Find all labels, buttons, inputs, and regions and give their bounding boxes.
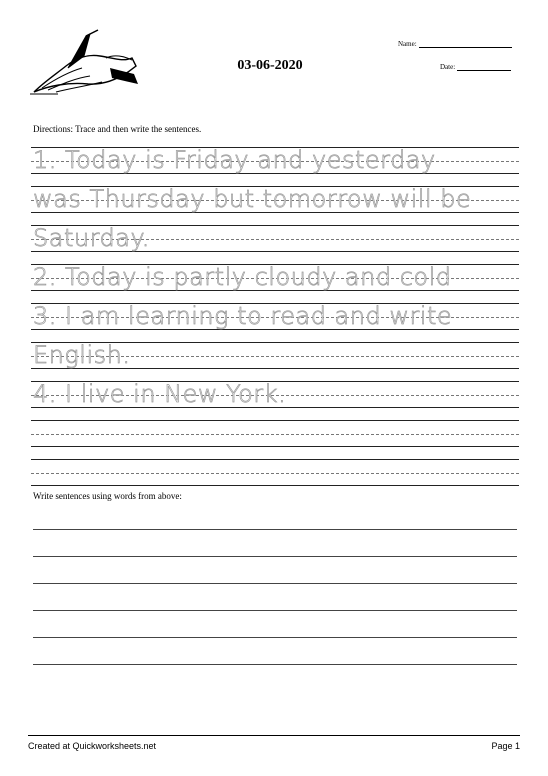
trace-line [31,143,519,182]
writing-line[interactable] [33,530,517,557]
trace-text: 2. Today is partly cloudy and cold [33,263,452,291]
writing-line[interactable] [33,638,517,665]
name-field[interactable] [398,40,512,48]
writing-line[interactable] [33,557,517,584]
trace-text: 3. I am learning to read and write [33,302,453,330]
hand-writing-with-quill-icon [28,28,140,98]
trace-line [31,416,519,455]
name-label: Name: [398,40,417,48]
trace-line [31,377,519,416]
trace-text: 1. Today is Friday and yesterday [33,146,436,174]
date-field[interactable] [440,63,511,71]
write-prompt: Write sentences using words from above: [33,491,182,501]
worksheet-date: 03-06-2020 [237,58,303,73]
trace-text: 4. I live in New York. [33,380,287,408]
footer-credit: Created at Quickworksheets.net [28,741,157,751]
trace-line [31,338,519,377]
trace-line [31,260,519,299]
page-number: Page 1 [491,741,520,751]
trace-line [31,299,519,338]
trace-text: was Thursday but tomorrow will be [33,185,472,213]
trace-line [31,221,519,260]
tracing-practice-area [31,143,519,494]
date-underline [457,64,511,71]
writing-line[interactable] [33,611,517,638]
trace-line [31,182,519,221]
date-label: Date: [440,63,456,71]
writing-line[interactable] [33,584,517,611]
writing-lines [33,529,517,665]
trace-text: English. [33,341,131,369]
footer-divider [28,735,520,736]
trace-line [31,455,519,494]
directions-text: Directions: Trace and then write the sentences. [33,124,202,134]
trace-text: Saturday. [33,224,150,252]
name-underline [419,41,512,48]
